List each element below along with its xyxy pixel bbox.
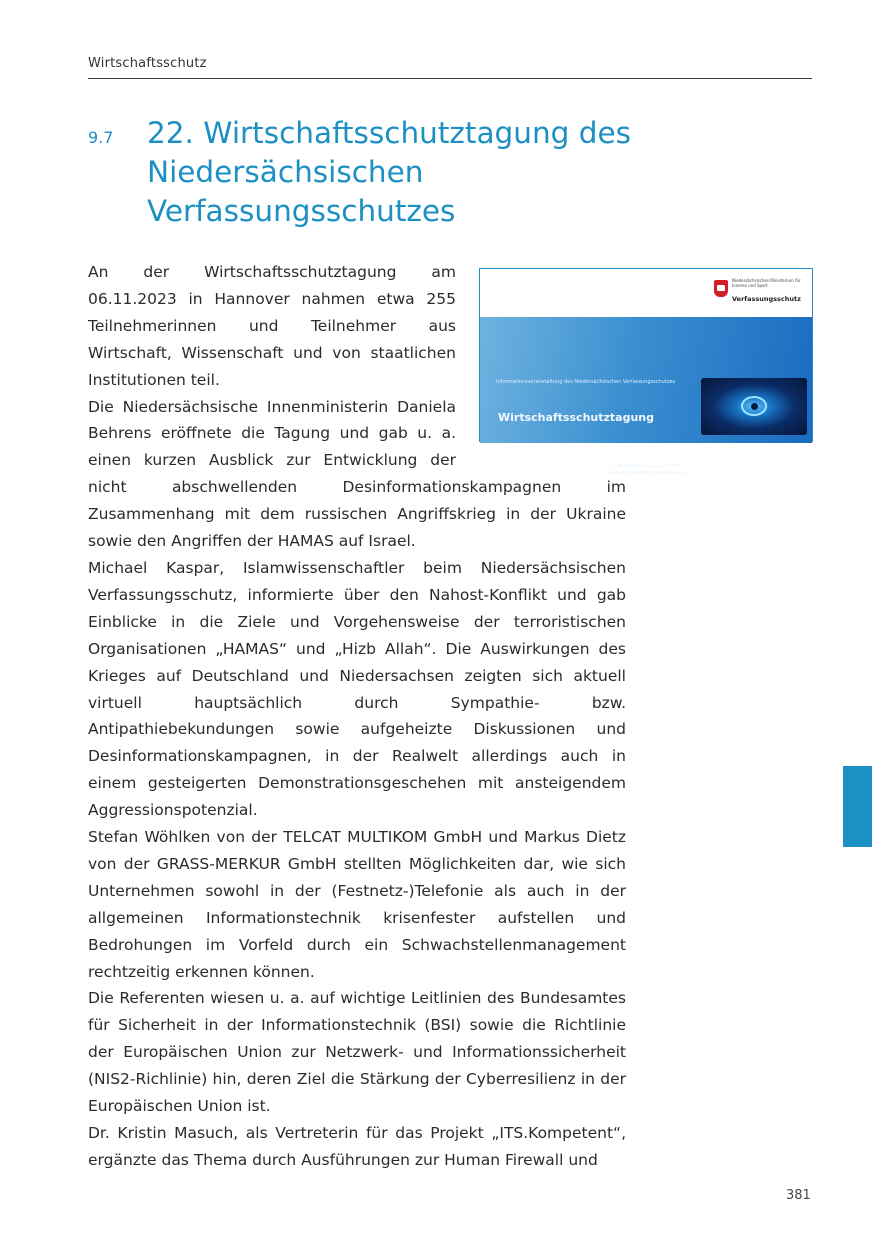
paragraph: Dr. Kristin Masuch, als Vertreterin für das Projekt „ITS.Kompetent“, ergänzte das Thema durch Ausführungen zur Human Firewall und xyxy=(88,1124,626,1169)
eye-icon xyxy=(701,378,807,435)
flyer-date xyxy=(576,463,716,477)
paragraph: An der Wirtschaftsschutztagung am 06.11.2023 in Hannover nahmen etwa 255 Teilnehmerinnen und Teilnehmer aus Wirtschaft, Wissenschaft und von staatlichen Institutionen teil. xyxy=(88,263,456,389)
running-head: Wirtschaftsschutz xyxy=(88,56,207,71)
flyer-date-line: 6. November 2023, 12:30 Uhr xyxy=(611,464,681,469)
event-flyer-image xyxy=(479,268,813,476)
flyer-title: Wirtschaftsschutztagung xyxy=(498,411,654,424)
flyer-header xyxy=(480,269,812,317)
flyer-subtitle: Informationsveranstaltung des Niedersächsischen Verfassungsschutzes xyxy=(496,379,676,385)
page-number: 381 xyxy=(786,1188,811,1203)
paragraph: Die Referenten wiesen u. a. auf wichtige Leitlinien des Bundesamtes für Sicherheit in der Informationstechnik (BSI) sowie die Richtlinie der Europäischen Union zur Netzwerk- und Informationssicherheit (NIS2-Richlinie) hin, deren Ziel die Stärkung der Cyberresilienz in der Europäischen Union ist. xyxy=(88,989,626,1116)
eye-iris xyxy=(741,396,767,416)
flyer-ministry: Niedersächsisches Ministerium für Inneres und Sport xyxy=(732,278,801,288)
paragraph: Stefan Wöhlken von der TELCAT MULTIKOM GmbH und Markus Dietz von der GRASS-MERKUR GmbH stellten Möglichkeiten dar, wie sich Unternehmen sowohl in der (Festnetz-)Telefonie als auch in der allgemeinen Informationstechnik krisenfester aufstellen und Bedrohungen im Vorfeld durch ein Schwachstellenmanagement rechtzeitig erkennen können. xyxy=(88,828,626,981)
section-number: 9.7 xyxy=(88,128,114,147)
flyer-org: Verfassungsschutz xyxy=(732,295,801,303)
flyer-venue-line: im Maritim Airport Hotel Hannover xyxy=(606,471,686,476)
section-title: 22. Wirtschaftsschutztagung des Niedersächsischen Verfassungsschutzes xyxy=(147,116,632,228)
eye-pupil xyxy=(751,403,758,410)
paragraph: Die Niedersächsische Innenministerin Daniela Behrens eröffnete die Tagung und gab u. a. einen kurzen Ausblick zur Entwicklung der nicht abschwellenden Desinformationskampagnen im Zusammenhang mit dem russischen Angriffskrieg in der Ukraine sowie den Angriffen der HAMAS auf Israel. xyxy=(88,397,626,551)
crest-icon xyxy=(714,280,728,297)
chapter-side-tab xyxy=(843,766,872,847)
header-rule xyxy=(88,78,812,79)
flyer-banner xyxy=(480,317,812,476)
paragraph: Michael Kaspar, Islamwissenschaftler beim Niedersächsischen Verfassungsschutz, informierte über den Nahost-Konflikt und gab Einblicke in die Ziele und Vorgehensweise der terroristischen Organisationen „HAMAS“ und „Hizb Allah“. Die Auswirkungen des Krieges auf Deutschland und Niedersachsen zeigten sich aktuell virtuell hauptsächlich durch Sympathie- bzw. Antipathiebekundungen sowie aufgeheizte Diskussionen und Desinformationskampagnen, in der Realwelt allerdings auch in einem gesteigerten Demonstrationsgeschehen mit ansteigendem Aggressionspotenzial. xyxy=(88,558,626,820)
